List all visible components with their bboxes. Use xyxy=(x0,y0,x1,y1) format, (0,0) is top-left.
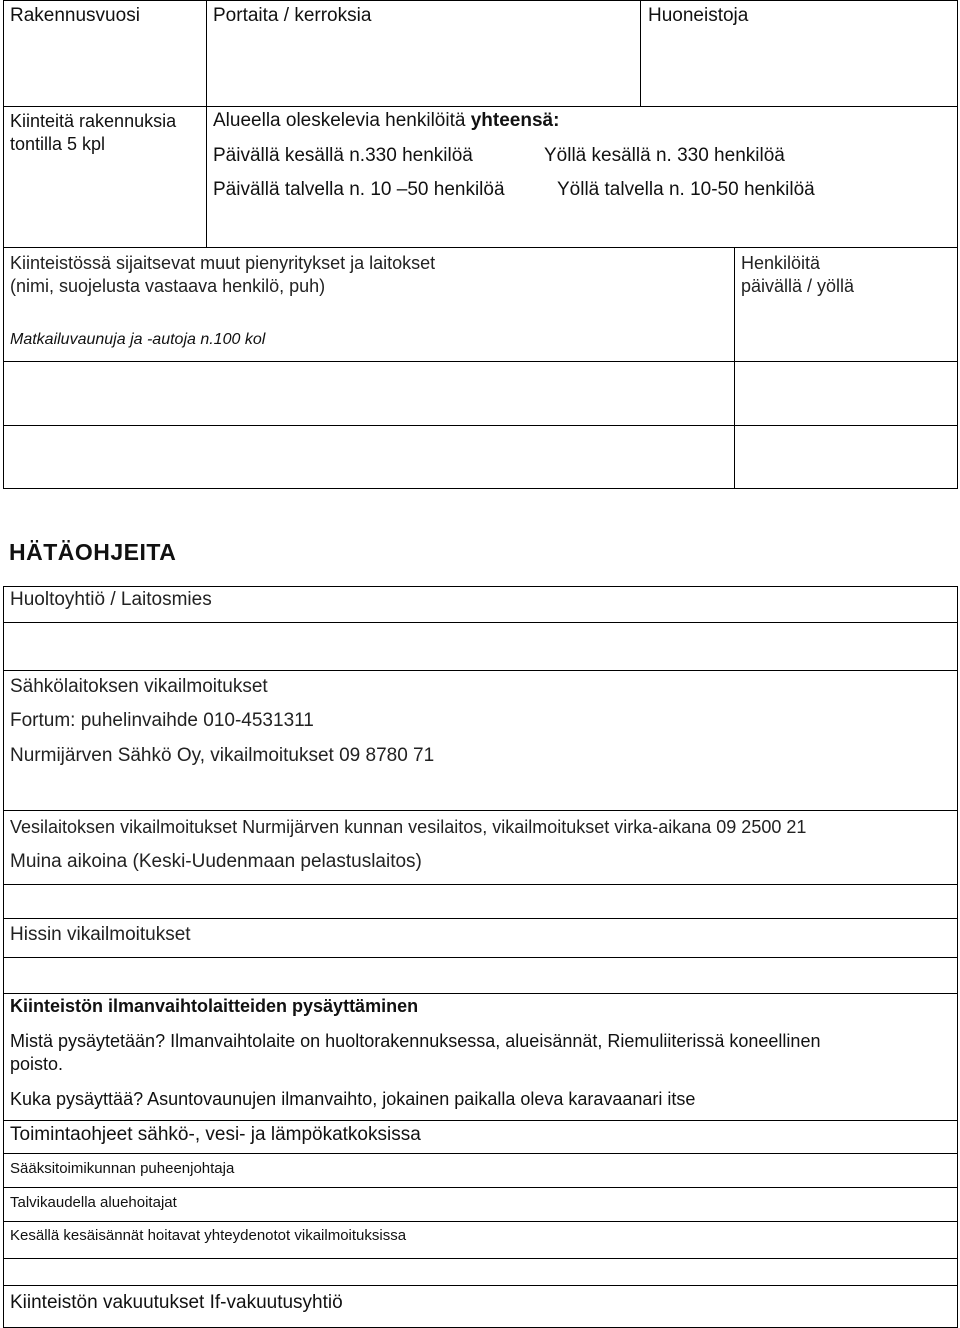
divider xyxy=(3,1221,958,1222)
divider xyxy=(3,993,958,994)
divider xyxy=(3,957,958,958)
electric-faults-fortum: Fortum: puhelinvaihde 010-4531311 xyxy=(10,710,314,731)
divider xyxy=(3,810,958,811)
year-built-label: Rakennusvuosi xyxy=(10,5,140,26)
ventilation-where-line2: poisto. xyxy=(10,1054,64,1074)
divider xyxy=(3,247,958,248)
divider xyxy=(3,918,958,919)
divider xyxy=(3,1258,958,1259)
persons-column-label-line2: päivällä / yöllä xyxy=(741,276,855,296)
elevator-faults-label: Hissin vikailmoitukset xyxy=(10,924,191,945)
ventilation-stop-title: Kiinteistön ilmanvaihtolaitteiden pysäyttäminen xyxy=(10,996,419,1016)
electric-faults-nurmijarvi: Nurmijärven Sähkö Oy, vikailmoitukset 09 8780 71 xyxy=(10,745,435,766)
divider xyxy=(3,1285,958,1286)
divider xyxy=(640,0,641,107)
divider xyxy=(206,0,207,248)
day-summer-count: Päivällä kesällä n.330 henkilöä xyxy=(213,145,473,166)
divider xyxy=(3,1153,958,1154)
emergency-title: HÄTÄOHJEITA xyxy=(9,539,177,565)
outage-contact-summer: Kesällä kesäisännät hoitavat yhteydenotot vikailmoituksissa xyxy=(10,1227,407,1244)
outage-contact-chair: Sääksitoimikunnan puheenjohtaja xyxy=(10,1160,235,1177)
ventilation-where-line1: Mistä pysäytetään? Ilmanvaihtolaite on huoltorakennuksessa, alueisännät, Riemuliiterissä koneellinen xyxy=(10,1031,821,1051)
divider xyxy=(3,425,958,426)
stairs-floors-label: Portaita / kerroksia xyxy=(213,5,372,26)
building-info-table xyxy=(3,0,958,489)
apartments-label: Huoneistoja xyxy=(648,5,749,26)
divider xyxy=(3,622,958,623)
divider xyxy=(3,1187,958,1188)
persons-total-label xyxy=(213,110,559,132)
persons-column-label-line1: Henkilöitä xyxy=(741,253,821,273)
outage-instructions-title: Toimintaohjeet sähkö-, vesi- ja lämpökatkoksissa xyxy=(10,1124,421,1145)
divider xyxy=(3,670,958,671)
divider xyxy=(3,361,958,362)
day-winter-count: Päivällä talvella n. 10 –50 henkilöä xyxy=(213,179,505,200)
businesses-label-line1: Kiinteistössä sijaitsevat muut pienyritykset ja laitokset xyxy=(10,253,436,273)
night-winter-count: Yöllä talvella n. 10-50 henkilöä xyxy=(557,179,815,200)
businesses-label-line2: (nimi, suojelusta vastaava henkilö, puh) xyxy=(10,276,326,296)
insurance-label: Kiinteistön vakuutukset If-vakuutusyhtiö xyxy=(10,1292,343,1313)
persons-total-bold: yhteensä: xyxy=(470,110,560,131)
divider xyxy=(3,884,958,885)
divider xyxy=(3,1120,958,1121)
persons-total-text: Alueella oleskelevia henkilöitä xyxy=(213,110,471,131)
divider xyxy=(3,106,958,107)
water-faults-line1: Vesilaitoksen vikailmoitukset Nurmijärven kunnan vesilaitos, vikailmoitukset virka-aikana 09 2500 21 xyxy=(10,817,807,837)
outage-contact-winter: Talvikaudella aluehoitajat xyxy=(10,1194,177,1211)
night-summer-count: Yöllä kesällä n. 330 henkilöä xyxy=(544,145,785,166)
buildings-count-line1: Kiinteitä rakennuksia xyxy=(10,111,177,131)
ventilation-who: Kuka pysäyttää? Asuntovaunujen ilmanvaihto, jokainen paikalla oleva karavaanari itse xyxy=(10,1089,696,1109)
buildings-count-line2: tontilla 5 kpl xyxy=(10,134,106,154)
business-row-1: Matkailuvaunuja ja -autoja n.100 kol xyxy=(10,331,266,348)
divider xyxy=(734,247,735,489)
electric-faults-title: Sähkölaitoksen vikailmoitukset xyxy=(10,676,268,697)
maintenance-label: Huoltoyhtiö / Laitosmies xyxy=(10,589,212,610)
water-faults-line2: Muina aikoina (Keski-Uudenmaan pelastuslaitos) xyxy=(10,851,422,872)
